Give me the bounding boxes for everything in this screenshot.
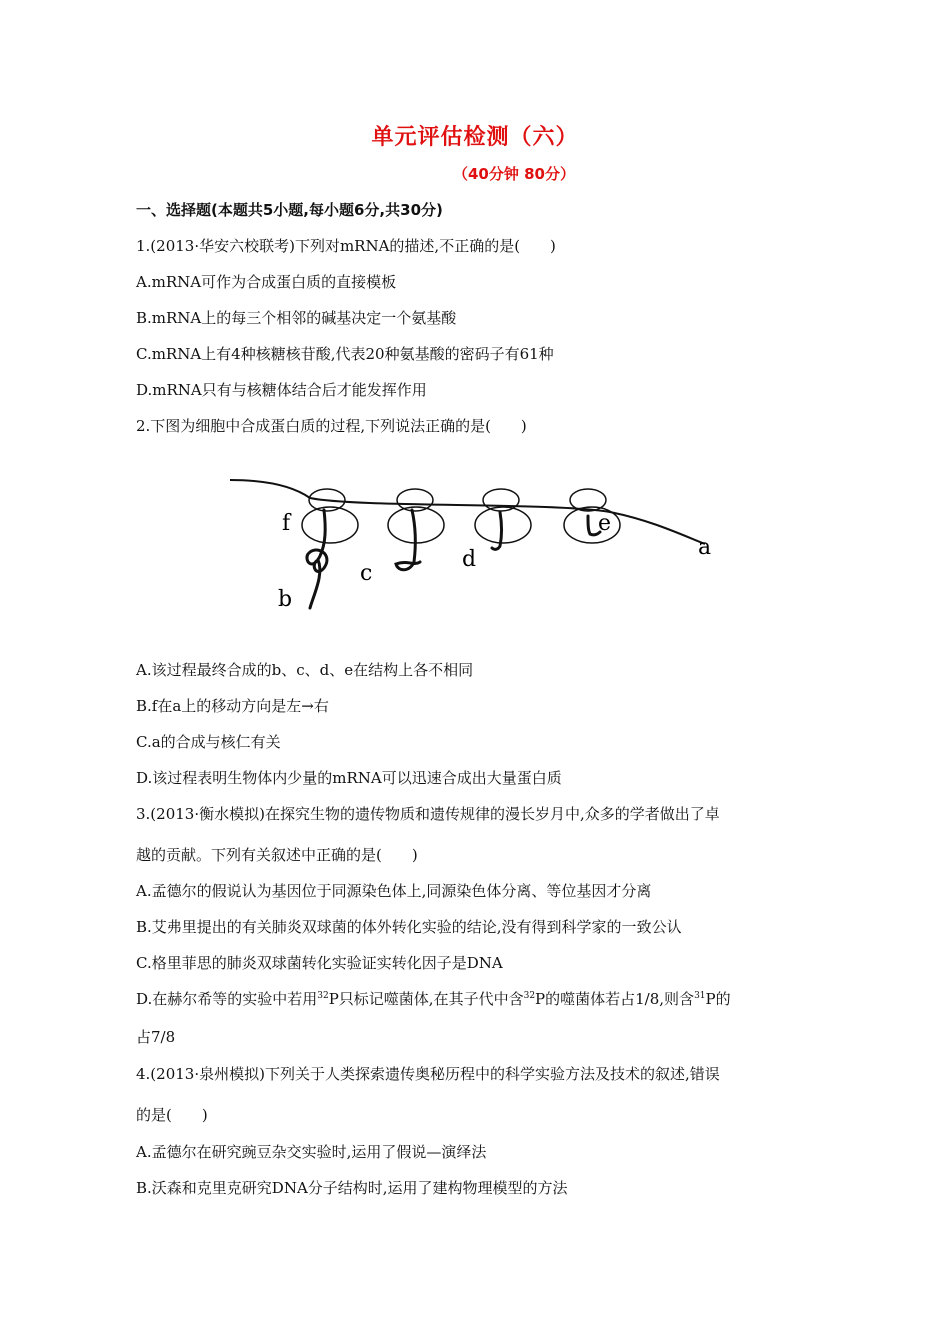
- q2-stem: 2.下图为细胞中合成蛋白质的过程,下列说法正确的是( ): [136, 417, 527, 435]
- label-a: a: [698, 535, 712, 560]
- q4-stem-line-1: 4.(2013·泉州模拟)下列关于人类探索遗传奥秘历程中的科学实验方法及技术的叙述,错误: [136, 1065, 720, 1083]
- q3-superscript-3: 31: [694, 991, 706, 1001]
- q3-option-d-part-3: P的噬菌体若占1/8,则含: [535, 990, 695, 1008]
- q3-option-d-line-2: 占7/8: [136, 1028, 176, 1046]
- label-e: e: [598, 511, 612, 536]
- q1-option-d: D.mRNA只有与核糖体结合后才能发挥作用: [136, 381, 427, 399]
- q1-stem: 1.(2013·华安六校联考)下列对mRNA的描述,不正确的是( ): [136, 237, 556, 255]
- q3-option-d-part-2: P只标记噬菌体,在其子代中含: [328, 990, 524, 1008]
- q4-option-b: B.沃森和克里克研究DNA分子结构时,运用了建构物理模型的方法: [136, 1179, 568, 1197]
- q3-stem-line-1: 3.(2013·衡水模拟)在探究生物的遗传物质和遗传规律的漫长岁月中,众多的学者做出了卓: [136, 805, 720, 823]
- ribosome-1: [302, 489, 358, 543]
- label-f: f: [282, 511, 291, 536]
- q3-option-a: A.孟德尔的假说认为基因位于同源染色体上,同源染色体分离、等位基因才分离: [136, 882, 652, 900]
- q3-superscript-2: 32: [523, 991, 536, 1001]
- label-c: c: [360, 561, 373, 586]
- q3-option-c: C.格里菲思的肺炎双球菌转化实验证实转化因子是DNA: [136, 954, 503, 972]
- page-title: 单元评估检测（六）: [371, 125, 579, 150]
- q3-stem-line-2: 越的贡献。下列有关叙述中正确的是( ): [136, 846, 418, 864]
- q2-option-b: B.f在a上的移动方向是左→右: [136, 697, 329, 715]
- protein-synthesis-figure: [220, 468, 740, 618]
- section-heading: 一、选择题(本题共5小题,每小题6分,共30分): [136, 201, 443, 219]
- q3-option-b: B.艾弗里提出的有关肺炎双球菌的体外转化实验的结论,没有得到科学家的一致公认: [136, 918, 682, 936]
- q2-option-d: D.该过程表明生物体内少量的mRNA可以迅速合成出大量蛋白质: [136, 769, 562, 787]
- q3-superscript-1: 32: [317, 991, 329, 1001]
- q1-option-b: B.mRNA上的每三个相邻的碱基决定一个氨基酸: [136, 309, 457, 327]
- page-subtitle: （40分钟 80分）: [453, 165, 575, 183]
- ribosome-3: [475, 489, 531, 543]
- q1-option-a: A.mRNA可作为合成蛋白质的直接模板: [136, 273, 397, 291]
- label-b: b: [278, 587, 293, 612]
- q4-option-a: A.孟德尔在研究豌豆杂交实验时,运用了假说—演绎法: [136, 1143, 487, 1161]
- q2-option-a: A.该过程最终合成的b、c、d、e在结构上各不相同: [136, 661, 474, 679]
- q3-option-d: [136, 988, 731, 1009]
- q1-option-c: C.mRNA上有4种核糖核苷酸,代表20种氨基酸的密码子有61种: [136, 345, 554, 363]
- polypeptide-d: [492, 512, 502, 549]
- q3-option-d-part-4: P的: [705, 990, 731, 1008]
- q3-option-d-part-1: D.在赫尔希等的实验中若用: [136, 990, 318, 1008]
- q4-stem-line-2: 的是( ): [136, 1106, 208, 1124]
- polypeptide-b: [307, 510, 327, 608]
- q2-option-c: C.a的合成与核仁有关: [136, 733, 281, 751]
- mrna-strand: [230, 480, 705, 544]
- label-d: d: [462, 547, 477, 572]
